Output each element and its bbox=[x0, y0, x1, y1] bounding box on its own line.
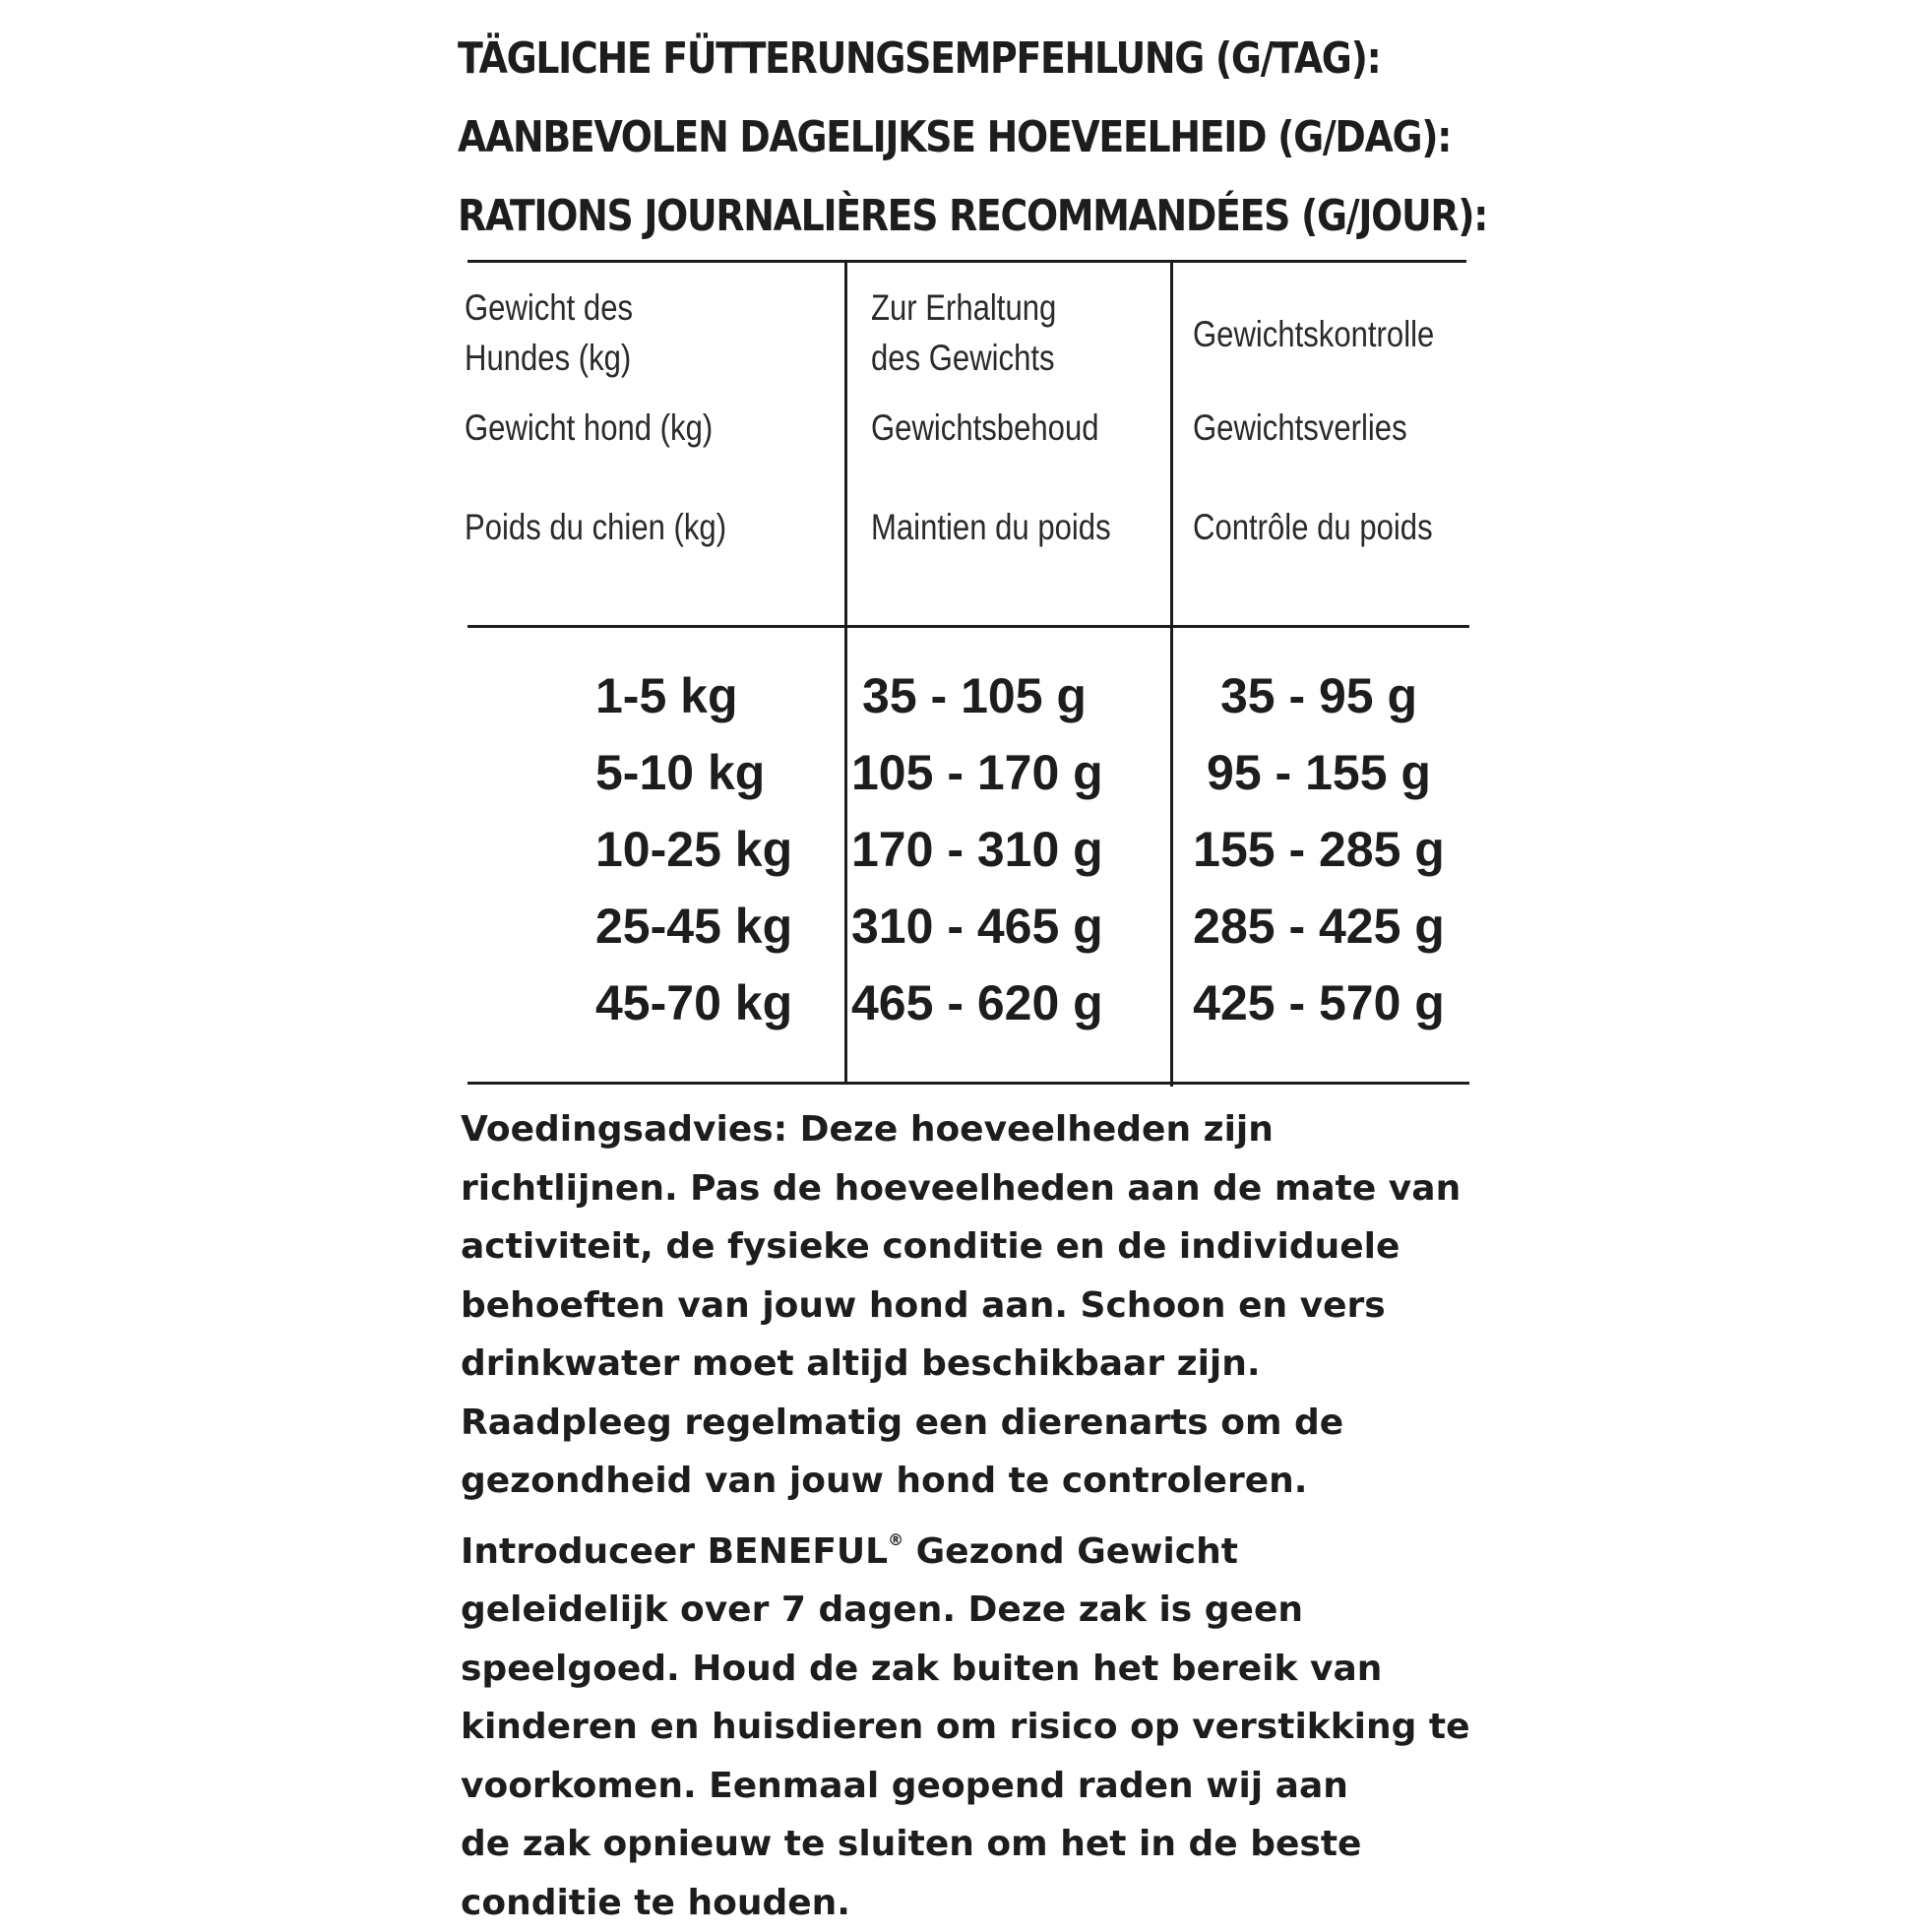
header-loss-nl: Gewichtsverlies bbox=[1193, 403, 1407, 453]
header-maintenance-fr: Maintien du poids bbox=[871, 502, 1111, 552]
advice-line: activiteit, de fysieke conditie en de individuele bbox=[461, 1217, 1504, 1277]
maintenance-amount: 35 - 105 g bbox=[851, 657, 1097, 734]
feeding-titles bbox=[458, 28, 1654, 264]
title-nl: AANBEVOLEN DAGELIJKSE HOEVEELHEID (G/DAG): bbox=[458, 106, 1487, 185]
advice-line: geleidelijk over 7 dagen. Deze zak is geen bbox=[461, 1581, 1504, 1640]
advice-line: richtlijnen. Pas de hoeveelheden aan de mate van bbox=[461, 1159, 1504, 1218]
table-top-rule bbox=[467, 260, 1466, 263]
header-loss-fr: Contrôle du poids bbox=[1193, 502, 1433, 552]
weight-range: 45-70 kg bbox=[595, 965, 792, 1041]
weight-range: 5-10 kg bbox=[595, 734, 765, 811]
header-loss-de: Gewichtskontrolle bbox=[1193, 309, 1434, 359]
header-maintenance-de-1: Zur Erhaltung bbox=[871, 282, 1056, 333]
weight-loss-amount: 155 - 285 g bbox=[1176, 811, 1462, 888]
table-row bbox=[467, 965, 1471, 1041]
brand-suffix: Gezond Gewicht bbox=[903, 1531, 1238, 1572]
weight-loss-amount: 95 - 155 g bbox=[1176, 734, 1462, 811]
advice-line: behoeften van jouw hond aan. Schoon en vers bbox=[461, 1277, 1504, 1336]
advice-line: de zak opnieuw te sluiten om het in de beste bbox=[461, 1815, 1504, 1874]
registered-mark: ® bbox=[888, 1530, 903, 1549]
advice-line: Raadpleeg regelmatig een dierenarts om de bbox=[461, 1394, 1504, 1453]
maintenance-amount: 465 - 620 g bbox=[851, 965, 1097, 1041]
advice-line: speelgoed. Houd de zak buiten het bereik van bbox=[461, 1640, 1504, 1699]
weight-range: 10-25 kg bbox=[595, 811, 792, 888]
advice-line: kinderen en huisdieren om risico op verstikking te bbox=[461, 1698, 1504, 1757]
header-weight-de-2: Hundes (kg) bbox=[465, 333, 631, 383]
maintenance-amount: 310 - 465 g bbox=[851, 888, 1097, 965]
title-de: TÄGLICHE FÜTTERUNGSEMPFEHLUNG (G/TAG): bbox=[458, 28, 1487, 106]
weight-loss-amount: 285 - 425 g bbox=[1176, 888, 1462, 965]
header-separator bbox=[467, 625, 1469, 628]
header-weight-fr: Poids du chien (kg) bbox=[465, 502, 726, 552]
header-weight-nl: Gewicht hond (kg) bbox=[465, 403, 713, 453]
header-maintenance-de-2: des Gewichts bbox=[871, 333, 1055, 383]
advice-line: voorkomen. Eenmaal geopend raden wij aan bbox=[461, 1757, 1504, 1816]
table-row bbox=[467, 657, 1471, 734]
feeding-advice bbox=[461, 1100, 1504, 1932]
weight-loss-amount: 425 - 570 g bbox=[1176, 965, 1462, 1041]
weight-range: 25-45 kg bbox=[595, 888, 792, 965]
brand-prefix: Introduceer BENEFUL bbox=[461, 1531, 888, 1572]
title-fr: RATIONS JOURNALIÈRES RECOMMANDÉES (G/JOUR): bbox=[458, 185, 1487, 264]
header-weight-de-1: Gewicht des bbox=[465, 282, 633, 333]
advice-line: Voedingsadvies: Deze hoeveelheden zijn bbox=[461, 1100, 1504, 1159]
maintenance-amount: 105 - 170 g bbox=[851, 734, 1097, 811]
table-bottom-rule bbox=[467, 1082, 1469, 1085]
maintenance-amount: 170 - 310 g bbox=[851, 811, 1097, 888]
advice-line: gezondheid van jouw hond te controleren. bbox=[461, 1452, 1504, 1511]
advice-line: drinkwater moet altijd beschikbaar zijn. bbox=[461, 1335, 1504, 1394]
table-row bbox=[467, 811, 1471, 888]
table-row bbox=[467, 734, 1471, 811]
weight-range: 1-5 kg bbox=[595, 657, 738, 734]
advice-line: conditie te houden. bbox=[461, 1874, 1504, 1932]
weight-loss-amount: 35 - 95 g bbox=[1176, 657, 1462, 734]
table-row bbox=[467, 888, 1471, 965]
header-maintenance-nl: Gewichtsbehoud bbox=[871, 403, 1099, 453]
advice-brand-line bbox=[461, 1511, 1504, 1582]
